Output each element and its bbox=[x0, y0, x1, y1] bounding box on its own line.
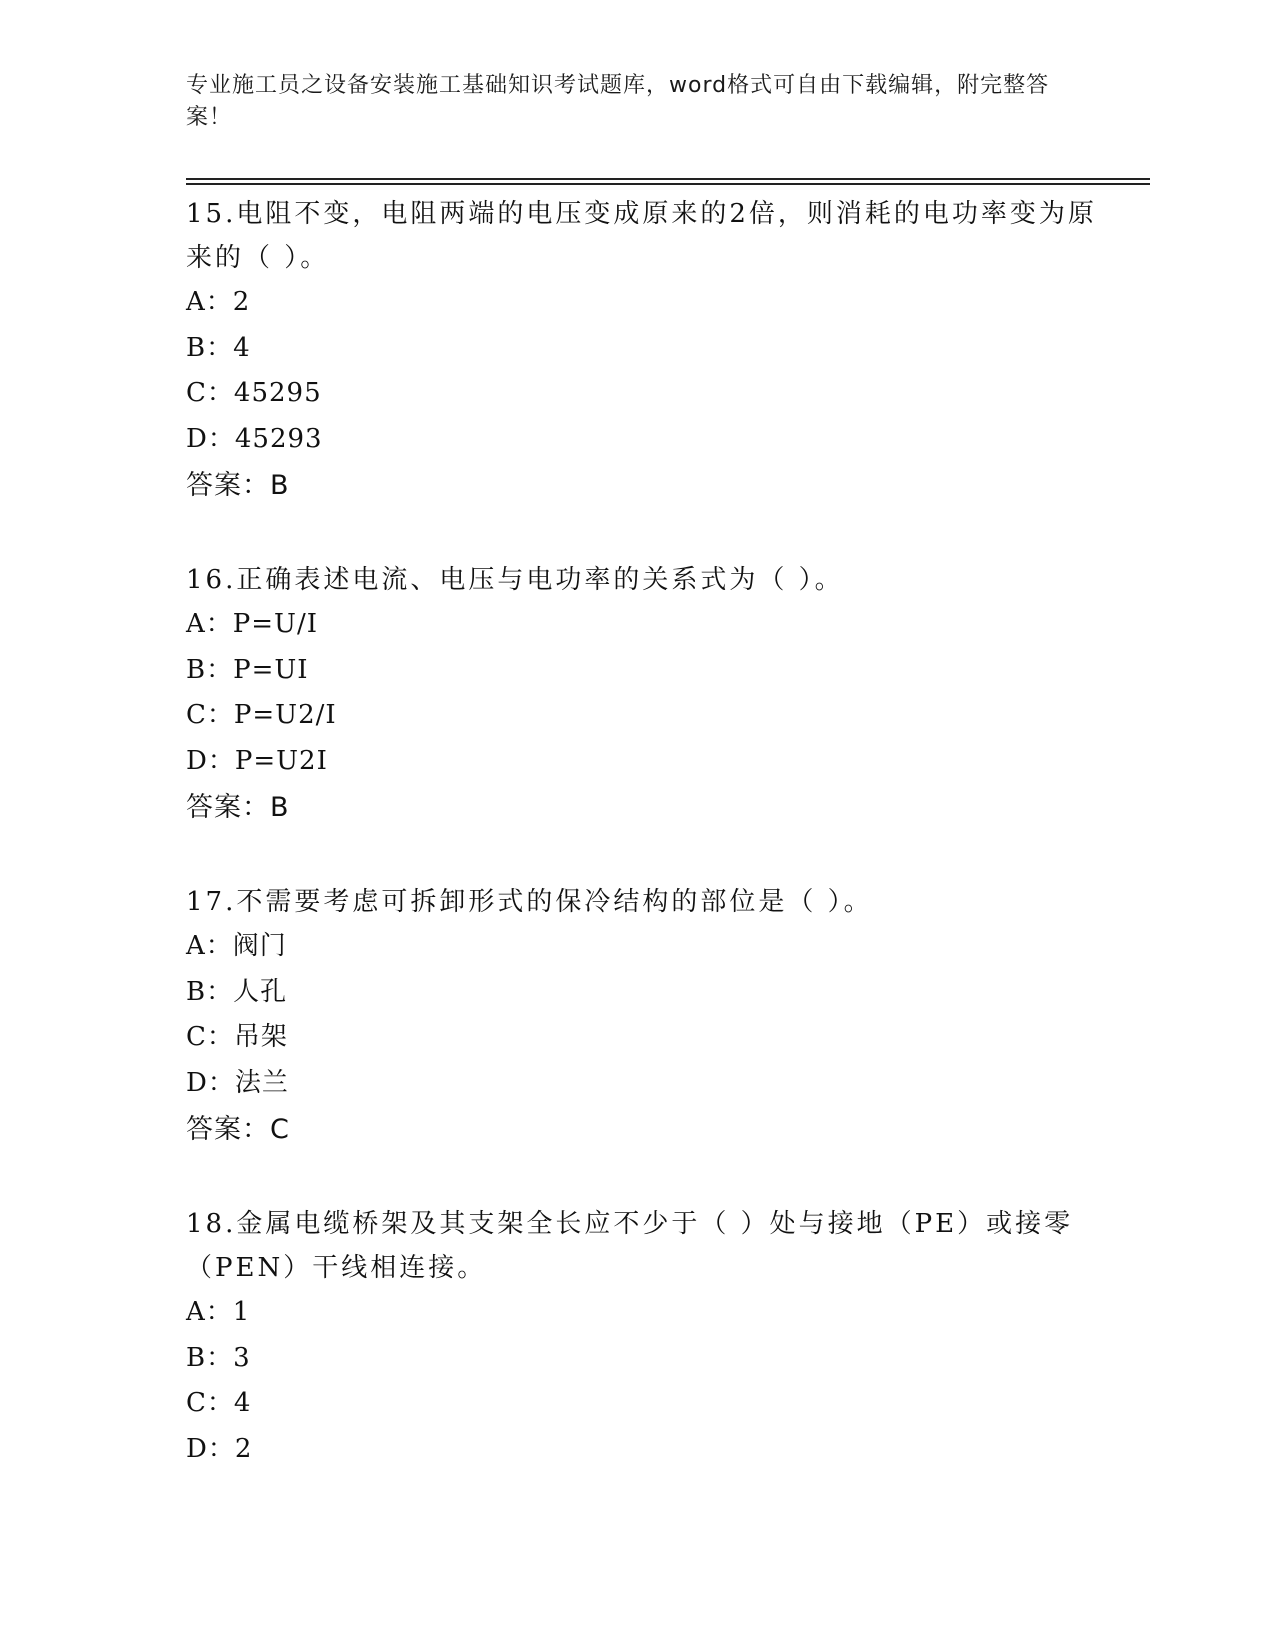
option-c bbox=[186, 693, 1116, 739]
option-text: 2 bbox=[234, 1433, 253, 1464]
option-text: P=U/I bbox=[232, 609, 319, 639]
question-17 bbox=[186, 880, 1116, 1152]
header-divider-bottom bbox=[186, 183, 1150, 185]
option-key: B： bbox=[186, 654, 234, 685]
option-text: 45295 bbox=[233, 378, 322, 408]
header-divider-top bbox=[186, 178, 1150, 180]
option-key: D： bbox=[186, 745, 235, 776]
document-header: 专业施工员之设备安装施工基础知识考试题库，word格式可自由下载编辑，附完整答案！ bbox=[186, 73, 1050, 130]
option-text: 法兰 bbox=[234, 1067, 289, 1098]
option-key: B： bbox=[186, 332, 234, 363]
option-key: C： bbox=[186, 1388, 234, 1418]
option-text: 4 bbox=[233, 1388, 252, 1418]
question-list bbox=[186, 188, 1116, 1472]
option-text: 阀门 bbox=[232, 931, 287, 961]
option-key: B： bbox=[186, 1342, 234, 1373]
option-key: C： bbox=[186, 1022, 234, 1052]
option-text: P=UI bbox=[233, 654, 309, 685]
option-key: D： bbox=[186, 423, 235, 454]
question-stem: 16.正确表述电流、电压与电功率的关系式为（ ）。 bbox=[186, 565, 844, 595]
option-c bbox=[186, 1015, 1116, 1061]
question-stem: 15.电阻不变，电阻两端的电压变成原来的2倍，则消耗的电功率变为原来的（ ）。 bbox=[186, 199, 1097, 273]
option-text: P=U2/I bbox=[233, 700, 337, 730]
option-d bbox=[186, 1427, 1116, 1473]
answer-label: 答案：B bbox=[186, 470, 290, 501]
option-key: A： bbox=[186, 609, 233, 639]
answer-label: 答案：C bbox=[186, 1114, 290, 1145]
option-a bbox=[186, 602, 1116, 648]
option-key: A： bbox=[186, 287, 233, 317]
question-stem: 18.金属电缆桥架及其支架全长应不少于（ ）处与接地（PE）或接零（PEN）干线相连接。 bbox=[186, 1209, 1074, 1283]
option-text: 2 bbox=[232, 287, 251, 317]
option-key: A： bbox=[186, 931, 233, 961]
question-16 bbox=[186, 558, 1116, 830]
option-b bbox=[186, 1336, 1116, 1382]
option-key: D： bbox=[186, 1067, 235, 1098]
option-text: 人孔 bbox=[233, 976, 288, 1007]
option-c bbox=[186, 371, 1116, 417]
option-a bbox=[186, 1290, 1116, 1336]
option-text: 1 bbox=[232, 1297, 251, 1327]
option-text: 吊架 bbox=[233, 1022, 288, 1052]
option-text: 3 bbox=[233, 1342, 251, 1373]
option-b bbox=[186, 970, 1116, 1016]
question-15 bbox=[186, 192, 1116, 508]
option-key: A： bbox=[186, 1297, 233, 1327]
question-stem: 17.不需要考虑可拆卸形式的保冷结构的部位是（ ）。 bbox=[186, 887, 873, 917]
option-a bbox=[186, 280, 1116, 326]
option-key: D： bbox=[186, 1433, 235, 1464]
answer-label: 答案：B bbox=[186, 792, 290, 823]
option-key: C： bbox=[186, 700, 234, 730]
option-text: 4 bbox=[233, 332, 251, 363]
option-d bbox=[186, 739, 1116, 785]
question-18 bbox=[186, 1202, 1116, 1472]
option-a bbox=[186, 924, 1116, 970]
option-key: B： bbox=[186, 976, 234, 1007]
option-c bbox=[186, 1381, 1116, 1427]
option-d bbox=[186, 1061, 1116, 1107]
option-d bbox=[186, 417, 1116, 463]
option-key: C： bbox=[186, 378, 234, 408]
option-text: 45293 bbox=[234, 423, 323, 454]
option-text: P=U2I bbox=[234, 745, 328, 776]
option-b bbox=[186, 326, 1116, 372]
option-b bbox=[186, 648, 1116, 694]
